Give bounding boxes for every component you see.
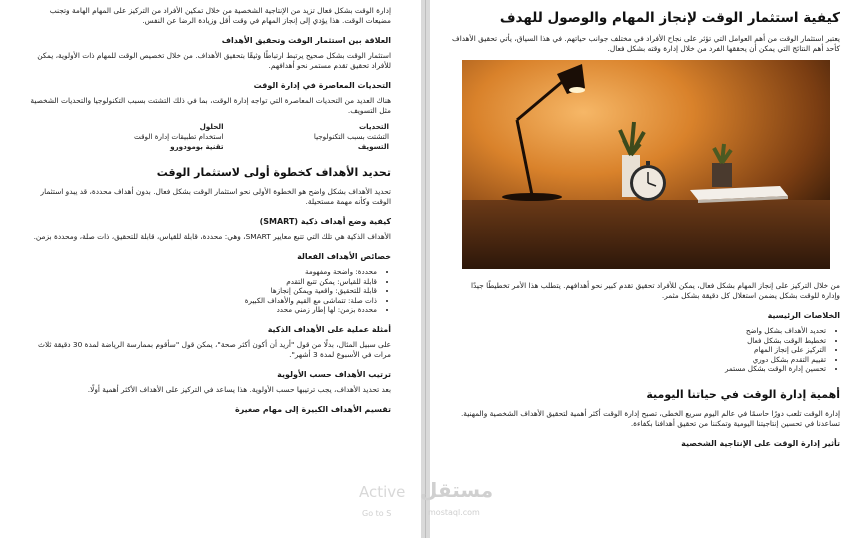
heading-examples: أمثلة عملية على الأهداف الذكية [267, 324, 391, 334]
list-item: • ذات صلة: تتماشى مع القيم والأهداف الكبيرة [30, 296, 377, 306]
heading-productivity: تأثير إدارة الوقت على الإنتاجية الشخصية [681, 438, 840, 448]
list-item: • محددة: واضحة ومفهومة [30, 267, 377, 277]
list-item: • تحديد الأهداف بشكل واضح [452, 326, 826, 336]
heading-relation: العلاقة بين استثمار الوقت وتحقيق الأهداف [221, 36, 391, 45]
list-item: • تخطيط الوقت بشكل فعال [452, 336, 826, 346]
heading-importance: أهمية إدارة الوقت في حياتنا اليومية [646, 387, 840, 401]
challenges-paragraph: هناك العديد من التحديات المعاصرة التي تواجه إدارة الوقت، بما في ذلك التشتت بسبب التكنولوجيا والتحديات الشخصية مثل التسويف. [30, 96, 391, 115]
examples-paragraph: على سبيل المثال، بدلًا من قول "أريد أن أكون أكثر صحة"، يمكن قول "سأقوم بممارسة الرياضة لمدة 30 دقيقة ثلاث مرات في الأسبوع لمدة 3 أشهر". [37, 339, 391, 359]
traits-list [30, 267, 391, 315]
list-item: • التركيز على إنجاز المهام [452, 345, 826, 355]
list-item: • قابلة للتحقيق: واقعية ويمكن إنجازها [30, 286, 377, 296]
heading-goals: تحديد الأهداف كخطوة أولى لاستثمار الوقت [156, 166, 391, 179]
table-cell: استخدام تطبيقات إدارة الوقت [134, 132, 224, 141]
heading-priority: ترتيب الأهداف حسب الأولوية [277, 369, 391, 379]
table-cell: التشتت بسبب التكنولوجيا [313, 132, 389, 141]
relation-paragraph: استثمار الوقت بشكل صحيح يرتبط ارتباطًا وثيقًا بتحقيق الأهداف. من خلال تخصيص الوقت للمهام ذات الأولوية، يمكن للأفراد تحقيق تقدم مستمر نحو أهدافهم. [37, 51, 391, 70]
table-row [30, 132, 391, 142]
priority-paragraph: بعد تحديد الأهداف، يجب ترتيبها حسب الأولوية. هذا يساعد في التركيز على الأهداف الأكثر أهمية أولًا. [87, 384, 391, 394]
page-gutter-edge [425, 0, 426, 538]
table-header-challenges: التحديات [358, 122, 389, 131]
list-item: • قابلة للقياس: يمكن تتبع التقدم [30, 277, 377, 287]
table-header-row [30, 122, 391, 132]
table-row [30, 142, 391, 152]
heading-challenges: التحديات المعاصرة في إدارة الوقت [253, 81, 391, 90]
summary-list [452, 326, 840, 374]
importance-paragraph: إدارة الوقت تلعب دورًا حاسمًا في عالم اليوم سريع الخطى، تصبح إدارة الوقت أكثر أهمية لتحقيق الأهداف الشخصية والمهنية. تساعدنا في تحسين إنتاجيتنا اليومية وتمكننا من تحقيق أهدافنا بكفاءة. [460, 408, 840, 428]
document-page-right [430, 0, 862, 538]
intro-paragraph: يعتبر استثمار الوقت من أهم العوامل التي تؤثر على نجاح الأفراد في مختلف جوانب حياتهم. في هذا السياق، يأتي تحقيق الأهداف كأحد أهم النتائج التي يمكن أن يحققها الفرد من خلال إدارة وقته بشكل فعال. [452, 34, 840, 53]
desk-photo-illustration [462, 60, 830, 269]
mostaql-site-watermark: mostaql.com [428, 508, 480, 517]
challenges-table [30, 122, 391, 152]
goals-paragraph: تحديد الأهداف بشكل واضح هو الخطوة الأولى نحو استثمار الوقت بشكل فعال. بدون أهداف محددة، قد يبدو استثمار الوقت وكأنه مهمة مستحيلة. [40, 187, 391, 206]
intro-paragraph: إدارة الوقت بشكل فعال تزيد من الإنتاجية الشخصية من خلال تمكين الأفراد من التركيز على المهام الهامة وتجنب مضيعات الوقت. هذا يؤدي إلى إنجاز المهام في وقت أقل وزيادة الرضا عن النفس. [49, 6, 391, 25]
table-cell: التسويف [357, 142, 389, 151]
table-header-solutions: الحلول [199, 122, 224, 131]
mostaql-logo-watermark: مستقل [420, 478, 494, 502]
list-item: • تحسين إدارة الوقت بشكل مستمر [452, 364, 826, 374]
document-page-left [0, 0, 421, 538]
after-image-paragraph: من خلال التركيز على إنجاز المهام بشكل فعال، يمكن للأفراد تحقيق تقدم كبير نحو أهدافهم. يتطلب هذا الأمر تخطيطًا جيدًا وإدارة للوقت بشكل يضمن استغلال كل دقيقة بشكل مثمر. [471, 281, 840, 300]
smart-paragraph: الأهداف الذكية هي تلك التي تتبع معايير SMART، وهي: محددة، قابلة للقياس، قابلة للتحقيق، ذات صلة، ومحددة بزمن. [33, 232, 391, 241]
table-cell: تقنية بومودورو [170, 142, 224, 151]
activate-windows-subtext: Go to S [362, 509, 392, 518]
document-title: كيفية استثمار الوقت لإنجاز المهام والوصول للهدف [499, 10, 840, 26]
list-item: • محددة بزمن: لها إطار زمني محدد [30, 305, 377, 315]
heading-traits: خصائص الأهداف الفعالة [297, 252, 391, 261]
desk-lamp-clock-image [462, 60, 830, 269]
list-item: • تقييم التقدم بشكل دوري [452, 355, 826, 365]
activate-windows-watermark: Active [359, 483, 406, 501]
heading-smart: كيفية وضع أهداف ذكية (SMART) [259, 217, 391, 226]
heading-split-goals: تقسيم الأهداف الكبيرة إلى مهام صغيرة [234, 404, 391, 414]
heading-summary: الخلاصات الرئيسية [767, 311, 840, 320]
